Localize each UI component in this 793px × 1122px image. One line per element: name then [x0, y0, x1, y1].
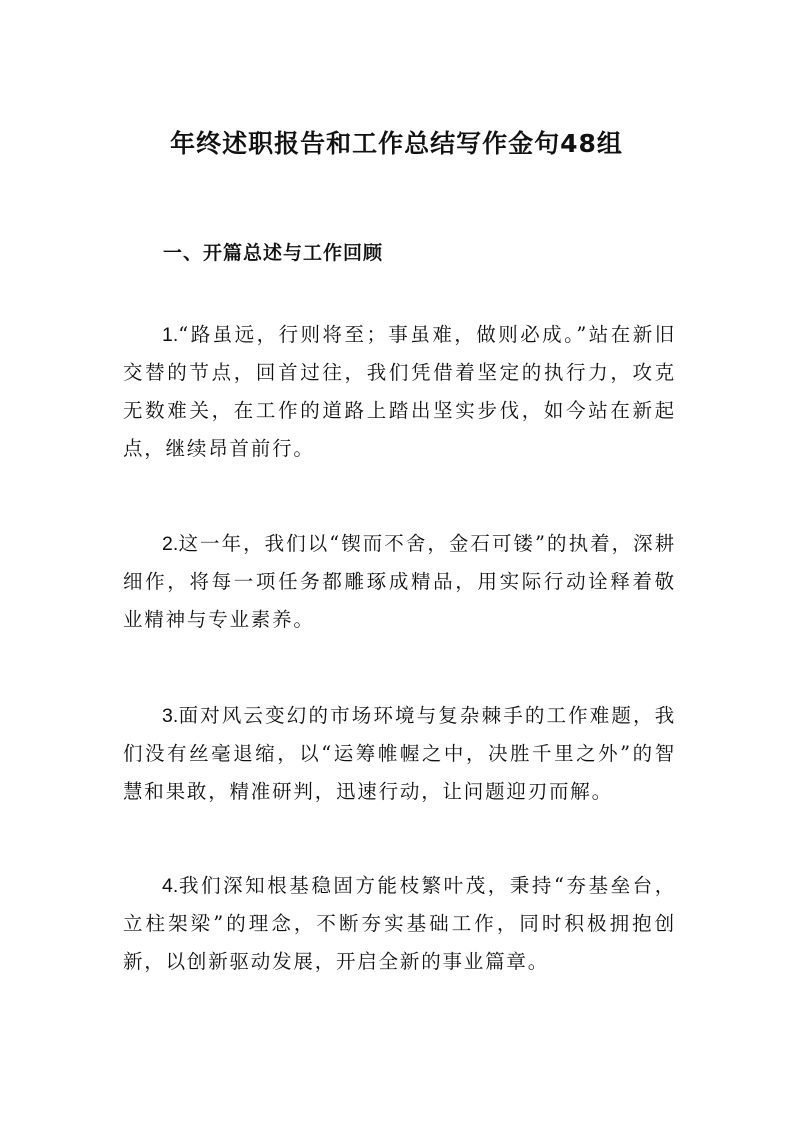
paragraph-2	[123, 525, 676, 639]
paragraph-4-text: 我们深知根基稳固方能枝繁叶茂，秉持“夯基垒台，立柱架梁”的理念，不断夯实基础工作，同时积极拥抱创新，以创新驱动发展，开启全新的事业篇章。	[123, 874, 676, 973]
paragraph-4	[123, 867, 676, 981]
paragraph-4-number: 4.	[162, 875, 179, 897]
paragraph-2-number: 2.	[162, 533, 179, 555]
paragraph-1-text: “路虽远，行则将至；事虽难，做则必成。”站在新旧交替的节点，回首过往，我们凭借着坚定的执行力，攻克无数难关，在工作的道路上踏出坚实步伐，如今站在新起点，继续昂首前行。	[123, 323, 676, 460]
paragraph-3-text: 面对风云变幻的市场环境与复杂棘手的工作难题，我们没有丝毫退缩，以“运筹帷幄之中，决胜千里之外”的智慧和果敢，精准研判，迅速行动，让问题迎刃而解。	[123, 704, 676, 803]
paragraph-2-text: 这一年，我们以“锲而不舍，金石可镂”的执着，深耕细作，将每一项任务都雕琢成精品，用实际行动诠释着敬业精神与专业素养。	[123, 532, 676, 631]
paragraph-3-number: 3.	[162, 705, 179, 727]
paragraph-1	[123, 316, 676, 468]
paragraph-1-number: 1.	[162, 324, 179, 346]
paragraph-3	[123, 697, 676, 811]
section-heading: 一、开篇总述与工作回顾	[163, 242, 384, 264]
document-title: 年终述职报告和工作总结写作金句48组	[170, 129, 623, 158]
